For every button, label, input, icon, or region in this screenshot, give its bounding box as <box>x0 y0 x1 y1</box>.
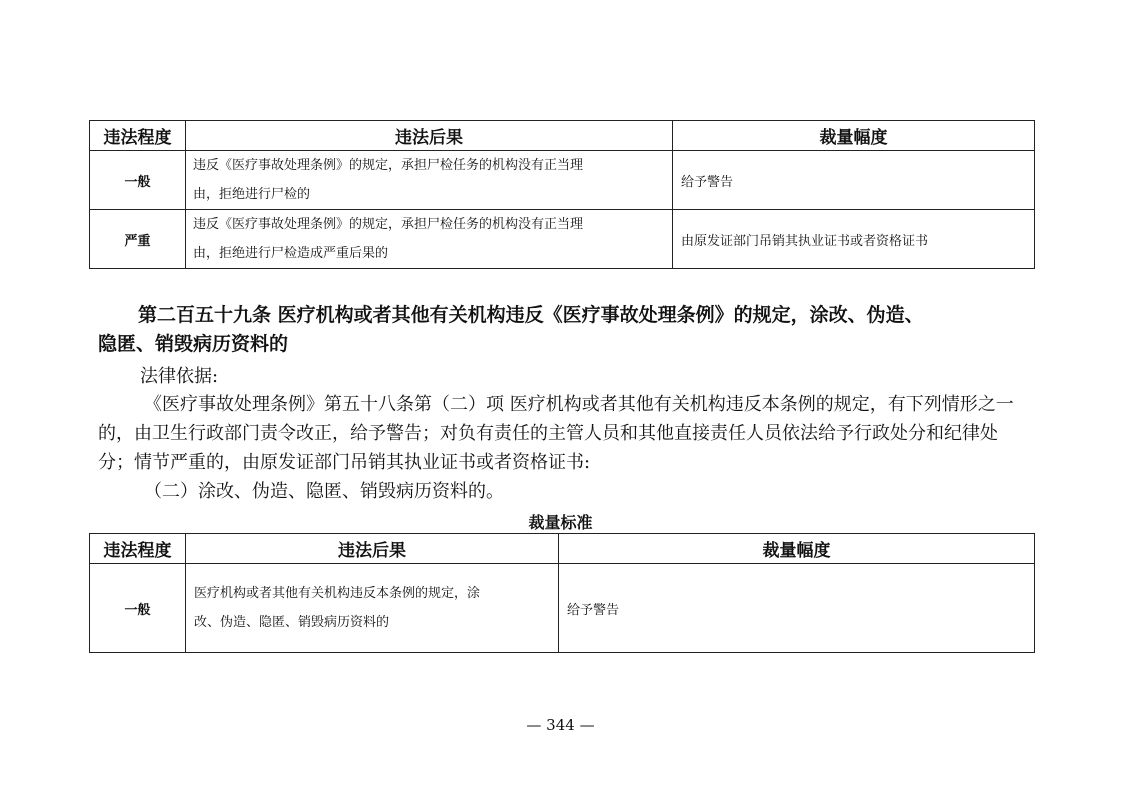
discretion-range-cell: 给予警告 <box>673 151 1035 210</box>
table-header-row <box>90 121 1035 151</box>
legal-basis-paragraph: 《医疗事故处理条例》第五十八条第（二）项 医疗机构或者其他有关机构违反本条例的规定，有下列情形之一的，由卫生行政部门责令改正，给予警告；对负有责任的主管人员和其他直接责任人员依法给予行政处分和纪律处分；情节严重的，由原发证部门吊销其执业证书或者资格证书: <box>98 394 1014 473</box>
table-row <box>90 210 1035 269</box>
discretion-range-cell: 由原发证部门吊销其执业证书或者资格证书 <box>673 210 1035 269</box>
violation-level-cell: 一般 <box>90 151 186 210</box>
table-row <box>90 564 1035 653</box>
header-violation-level: 违法程度 <box>90 534 186 564</box>
legal-basis-label: 法律依据: <box>140 366 219 387</box>
consequence-cell <box>186 564 559 653</box>
article-title-line: 第二百五十九条 医疗机构或者其他有关机构违反《医疗事故处理条例》的规定，涂改、伪造、 <box>138 304 924 326</box>
consequence-line: 由，拒绝进行尸检的 <box>193 187 311 202</box>
discretion-range-cell: 给予警告 <box>559 564 1035 653</box>
discretion-table-2 <box>89 533 1035 653</box>
consequence-cell <box>186 210 673 269</box>
consequence-line: 改、伪造、隐匿、销毁病历资料的 <box>194 615 390 630</box>
consequence-line: 违反《医疗事故处理条例》的规定，承担尸检任务的机构没有正当理 <box>193 217 584 232</box>
table-caption: 裁量标准 <box>528 513 593 532</box>
header-violation-level: 违法程度 <box>90 121 186 151</box>
header-discretion-range: 裁量幅度 <box>559 534 1035 564</box>
violation-level-cell: 严重 <box>90 210 186 269</box>
consequence-line: 医疗机构或者其他有关机构违反本条例的规定，涂 <box>194 586 481 601</box>
consequence-cell <box>186 151 673 210</box>
header-violation-consequence: 违法后果 <box>186 121 673 151</box>
header-discretion-range: 裁量幅度 <box>673 121 1035 151</box>
consequence-line: 违反《医疗事故处理条例》的规定，承担尸检任务的机构没有正当理 <box>193 158 584 173</box>
table-row <box>90 151 1035 210</box>
header-violation-consequence: 违法后果 <box>186 534 559 564</box>
violation-level-cell: 一般 <box>90 564 186 653</box>
discretion-table-1 <box>89 120 1035 269</box>
page-number: — 344 — <box>526 716 595 734</box>
legal-basis-item: （二）涂改、伪造、隐匿、销毁病历资料的。 <box>144 481 504 502</box>
article-title-line: 隐匿、销毁病历资料的 <box>98 333 289 355</box>
article-title <box>98 301 1028 359</box>
table-header-row <box>90 534 1035 564</box>
consequence-line: 由，拒绝进行尸检造成严重后果的 <box>193 246 389 261</box>
legal-basis-text <box>98 390 1028 506</box>
